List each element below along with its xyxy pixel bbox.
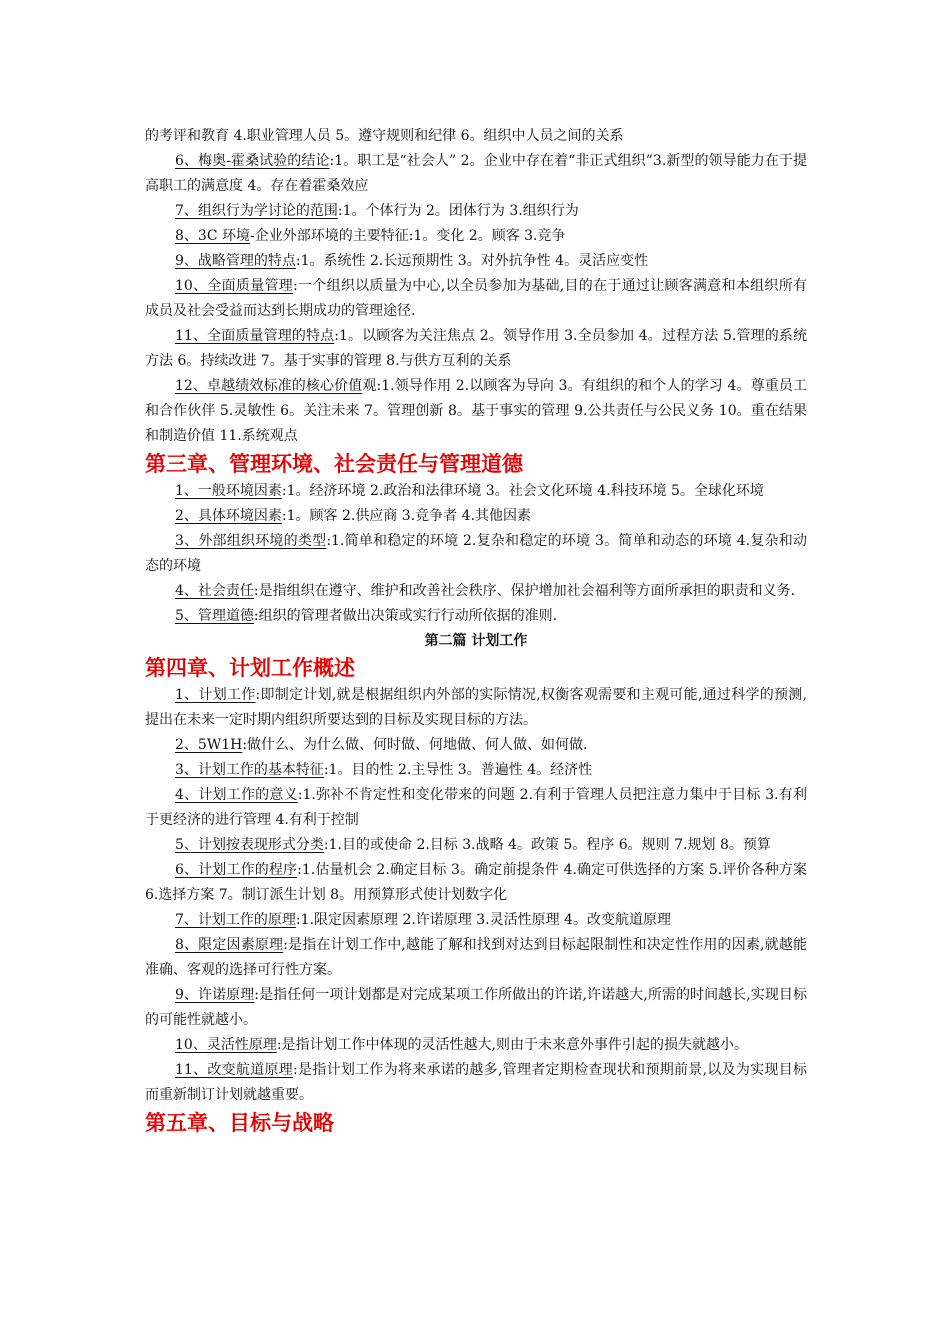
- paragraph-text: :即制定计划,就是根据组织内外部的实际情况,权衡客观需要和主观可能,通过科学的预测,提出在未来一定时期内组织所要达到的目标及实现目标的方法。: [145, 687, 807, 728]
- paragraph: [145, 274, 807, 324]
- paragraph: [145, 933, 807, 983]
- paragraph-text: :做什么、为什么做、何时做、何地做、何人做、如何做.: [242, 737, 588, 753]
- term-label: 7、计划工作的原理: [175, 912, 296, 928]
- term-label: 12、卓越绩效标准的核心价值: [175, 378, 363, 394]
- paragraph-text: :1。经济环境 2.政治和法律环境 3。社会文化环境 4.科技环境 5。全球化环境: [281, 483, 764, 499]
- term-label: 6、梅奥-霍桑试验的结论: [175, 153, 330, 169]
- paragraph-text: :是指组织在遵守、维护和改善社会秩序、保护增加社会福利等方面所承担的职责和义务.: [253, 583, 796, 599]
- paragraph-text: :1。顾客 2.供应商 3.竞争者 4.其他因素: [281, 508, 531, 524]
- chapter-heading: 第三章、管理环境、社会责任与管理道德: [145, 452, 523, 476]
- paragraph-text: 观:1.领导作用 2.以顾客为导向 3。有组织的和个人的学习 4。尊重员工和合作伙伴 5.灵敏性 6。关注未来 7。管理创新 8。基于事实的管理 9.公共责任与公民义务 10。重在结果和制造价值 11.系统观点: [145, 378, 807, 444]
- paragraph-text: :1。职工是“社会人” 2。企业中存在着“非正式组织”3.新型的领导能力在于提高职工的满意度 4。存在着霍桑效应: [145, 153, 808, 194]
- paragraph-text: :是指计划工作中体现的灵活性越大,则由于未来意外事件引起的损失就越小。: [276, 1037, 748, 1053]
- term-label: 1、一般环境因素: [175, 483, 282, 499]
- paragraph: [145, 199, 807, 224]
- term-label: 11、全面质量管理的特点: [175, 328, 335, 344]
- term-label: 10、全面质量管理: [175, 278, 294, 294]
- term-label: 8、3C 环境: [175, 228, 250, 244]
- paragraph-text: :1.目的或使命 2.目标 3.战略 4。政策 5。程序 6。规则 7.规划 8。预算: [323, 837, 771, 853]
- paragraph: [145, 579, 807, 604]
- paragraph-text: :1。系统性 2.长远预期性 3。对外抗争性 4。灵活应变性: [295, 253, 649, 269]
- paragraph: [145, 1058, 807, 1108]
- paragraph: [145, 374, 807, 449]
- term-label: 5、管理道德: [175, 608, 254, 624]
- paragraph: [145, 249, 807, 274]
- term-label: 9、许诺原理: [175, 987, 255, 1003]
- paragraph-text: :1.估量机会 2.确定目标 3。确定前提条件 4.确定可供选择的方案 5.评价各种方案 6.选择方案 7。制订派生计划 8。用预算形式使计划数字化: [145, 862, 807, 903]
- paragraph: [145, 908, 807, 933]
- paragraph: [145, 833, 807, 858]
- paragraph-text: :1.限定因素原理 2.许诺原理 3.灵活性原理 4。改变航道原理: [295, 912, 671, 928]
- term-label: 11、改变航道原理: [175, 1062, 294, 1078]
- paragraph: [145, 733, 807, 758]
- paragraph: [145, 758, 807, 783]
- paragraph: [145, 604, 807, 629]
- document-body: [145, 124, 807, 1138]
- term-label: 2、具体环境因素: [175, 508, 282, 524]
- paragraph: [145, 479, 807, 504]
- term-label: 5、计划按表现形式分类: [175, 837, 324, 853]
- term-label: 2、5W1H: [175, 737, 243, 753]
- paragraph: [145, 529, 807, 579]
- paragraph-text: :是指计划工作为将来承诺的越多,管理者定期检查现状和预期前景,以及为实现目标而重新制订计划就越重要。: [145, 1062, 807, 1103]
- term-label: 3、计划工作的基本特征: [175, 762, 324, 778]
- term-label: 1、计划工作: [175, 687, 256, 703]
- paragraph-text: :组织的管理者做出决策或实行行动所依据的准则.: [253, 608, 558, 624]
- paragraph-text: :1。以顾客为关注焦点 2。领导作用 3.全员参加 4。过程方法 5.管理的系统方法 6。持续改进 7。基于实事的管理 8.与供方互利的关系: [145, 328, 807, 369]
- term-label: 6、计划工作的程序: [175, 862, 298, 878]
- term-label: 3、外部组织环境的类型: [175, 533, 327, 549]
- paragraph: [145, 149, 807, 199]
- term-label: 4、计划工作的意义: [175, 787, 298, 803]
- term-label: 10、灵活性原理: [175, 1037, 277, 1053]
- paragraph-text: :是指在计划工作中,越能了解和找到对达到目标起限制性和决定性作用的因素,就越能准确、客观的选择可行性方案。: [145, 937, 807, 978]
- paragraph: [145, 1033, 807, 1058]
- paragraph-text: :1.简单和稳定的环境 2.复杂和稳定的环境 3。简单和动态的环境 4.复杂和动态的环境: [145, 533, 807, 574]
- term-label: 9、战略管理的特点: [175, 253, 296, 269]
- paragraph-text: 的考评和教育 4.职业管理人员 5。遵守规则和纪律 6。组织中人员之间的关系: [145, 128, 624, 144]
- paragraph: [145, 504, 807, 529]
- term-label: 4、社会责任: [175, 583, 254, 599]
- part-heading: 第二篇 计划工作: [424, 633, 528, 649]
- paragraph: [145, 683, 807, 733]
- paragraph: [145, 124, 807, 149]
- paragraph-text: :1.弥补不肯定性和变化带来的问题 2.有利于管理人员把注意力集中于目标 3.有利于更经济的进行管理 4.有利于控制: [145, 787, 807, 828]
- paragraph-text: :一个组织以质量为中心,以全员参加为基础,目的在于通过让顾客满意和本组织所有成员及社会受益而达到长期成功的管理途径.: [145, 278, 807, 319]
- paragraph-text: :是指任何一项计划都是对完成某项工作所做出的许诺,许诺越大,所需的时间越长,实现目标的可能性就越小。: [145, 987, 807, 1028]
- term-label: 7、组织行为学讨论的范围: [175, 203, 338, 219]
- paragraph-text: :1。个体行为 2。团体行为 3.组织行为: [337, 203, 579, 219]
- paragraph-text: :1。目的性 2.主导性 3。普遍性 4。经济性: [323, 762, 593, 778]
- chapter-heading: 第五章、目标与战略: [145, 1111, 334, 1135]
- chapter-heading: 第四章、计划工作概述: [145, 656, 355, 680]
- paragraph: [145, 783, 807, 833]
- paragraph: [145, 224, 807, 249]
- term-label: 8、限定因素原理: [175, 937, 284, 953]
- paragraph: [145, 858, 807, 908]
- paragraph: [145, 983, 807, 1033]
- paragraph-text: -企业外部环境的主要特征:1。变化 2。顾客 3.竞争: [249, 228, 566, 244]
- paragraph: [145, 324, 807, 374]
